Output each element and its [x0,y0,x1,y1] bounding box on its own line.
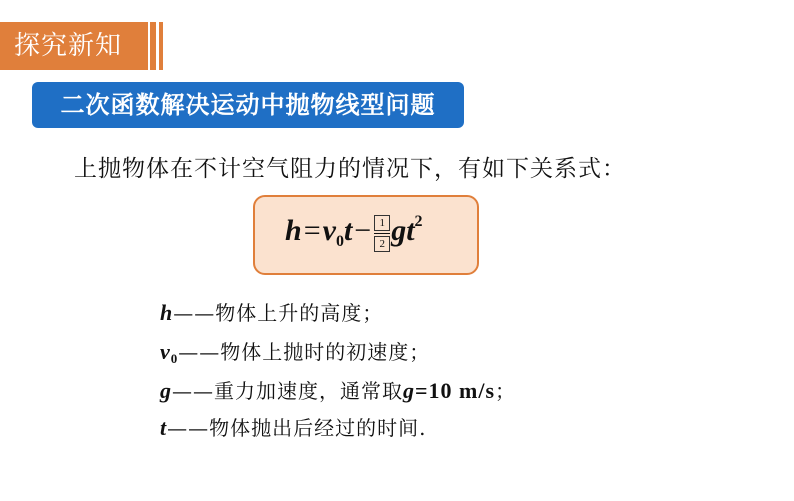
definition-symbol [160,339,178,364]
fraction-line [374,233,390,234]
definition-tail: ； [495,379,517,403]
definition-g [160,375,516,404]
definition-symbol-letter: v [160,339,171,364]
definition-symbol: h [160,300,174,325]
definition-t [160,412,426,441]
definition-symbol: t [160,415,168,440]
header-title: 探究新知 [14,31,123,61]
definition-text: ——物体上升的高度； [173,301,384,325]
definition-value: =10 m/s [415,378,496,403]
header-bar-decoration-thin [159,22,163,70]
section-banner [32,82,464,128]
formula-v-sub: 0 [335,233,344,250]
definition-symbol-sub: 0 [170,351,179,366]
intro-text: 上抛物体在不计空气阻力的情况下，有如下关系式： [74,156,626,182]
formula-exponent: 2 [414,213,423,230]
definition-value-symbol: g [403,378,415,403]
fraction-denominator: 2 [374,236,390,252]
fraction-numerator: 1 [374,215,390,231]
formula-fraction [374,215,390,252]
formula-t: t [343,214,353,247]
section-title: 二次函数解决运动中抛物线型问题 [60,91,436,119]
definition-h [160,297,383,326]
header-bar-decoration [150,22,156,70]
formula-minus: − [354,214,372,247]
formula-box [253,195,479,275]
formula [285,213,423,252]
formula-lhs: h [285,214,302,247]
formula-gt: gt [391,214,415,247]
definition-text: ——物体上抛时的初速度； [178,340,431,364]
definition-v0 [160,336,430,367]
definition-text: ——物体抛出后经过的时间. [167,416,427,440]
definition-text: ——重力加速度，通常取 [172,379,403,403]
definition-symbol: g [160,378,172,403]
header-tab [0,22,148,70]
formula-equals: = [303,214,321,247]
formula-v: v [322,214,336,247]
